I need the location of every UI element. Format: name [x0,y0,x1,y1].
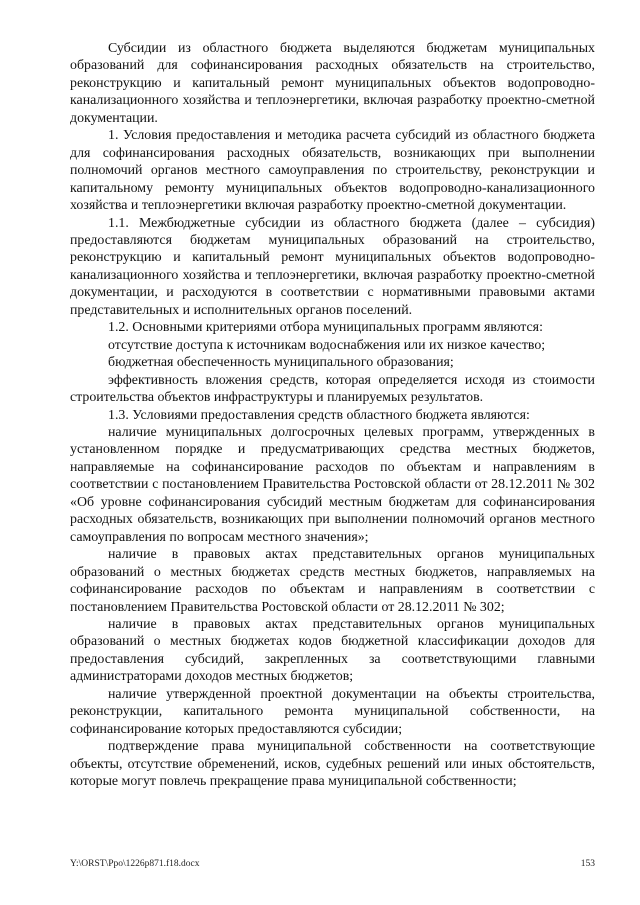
condition-item-budget-codes: наличие в правовых актах представительных органов муниципальных образований о местных бюджетах кодов бюджетной классификации доходов для предоставления субсидий, закрепленных за соответствующими главными администраторами доходов местных бюджетов; [70,616,595,685]
paragraph-section-1-1: 1.1. Межбюджетные субсидии из областного бюджета (далее – субсидия) предоставляются бюджетам муниципальных образований на строительство, реконструкцию и капитальный ремонт муниципальных объектов водопроводно-канализационного хозяйства и теплоэнергетики, включая разработку проектно-сметной документации, и расходуются в соответствии с нормативными правовыми актами представительных и исполнительных органов поселений. [70,215,595,318]
paragraph-section-1: 1. Условия предоставления и методика расчета субсидий из областного бюджета для софинансирования расходных обязательств, возникающих при выполнении полномочий органов местного самоуправления по строительству, реконструкции и капитальному ремонту муниципальных объектов водопроводно-канализационного хозяйства и теплоэнергетики включая разработку проектно-сметной документации. [70,128,595,214]
condition-item-project-docs: наличие утвержденной проектной документации на объекты строительства, реконструкции, капитального ремонта муниципальной собственности, на софинансирование которых предоставляются субсидии; [70,686,595,737]
page-number: 153 [580,859,595,869]
criteria-item-efficiency: эффективность вложения средств, которая определяется исходя из стоимости строительства объектов инфраструктуры и планируемых результатов. [70,372,595,406]
condition-item-ownership: подтверждение права муниципальной собственности на соответствующие объекты, отсутствие обременений, исков, судебных решений или иных обстоятельств, которые могут повлечь прекращение права муниципальной собственности; [70,739,595,790]
condition-item-programs: наличие муниципальных долгосрочных целевых программ, утвержденных в установленном порядке и предусматривающих средства местных бюджетов, направляемые на софинансирование расходов по объектам и направлениям в соответствии с постановлением Правительства Ростовской области от 28.12.2011 № 302 «Об уровне софинансирования субсидий местным бюджетам для софинансирования расходных обязательств, возникающих при выполнении полномочий органов местного самоуправления по вопросам местного значения»; [70,424,595,545]
paragraph-section-1-3: 1.3. Условиями предоставления средств областного бюджета являются: [108,407,530,423]
paragraph-section-1-2: 1.2. Основными критериями отбора муниципальных программ являются: [108,320,543,336]
criteria-item-water-access: отсутствие доступа к источникам водоснабжения или их низкое качество; [108,337,546,353]
document-body [70,40,595,790]
criteria-item-budget: бюджетная обеспеченность муниципального образования; [108,355,454,371]
paragraph-intro: Субсидии из областного бюджета выделяются бюджетам муниципальных образований для софинансирования расходных обязательств на строительство, реконструкцию и капитальный ремонт муниципальных объектов водопроводно-канализационного хозяйства и теплоэнергетики, включая разработку проектно-сметной документации. [70,41,595,126]
footer-file-path: Y:\ORST\Ppo\1226p871.f18.docx [70,859,200,869]
condition-item-local-budgets: наличие в правовых актах представительных органов муниципальных образований о местных бюджетах средств местных бюджетов, направляемых на софинансирование расходов по объектам и направлениям в соответствии с постановлением Правительства Ростовской области от 28.12.2011 № 302; [70,547,595,615]
